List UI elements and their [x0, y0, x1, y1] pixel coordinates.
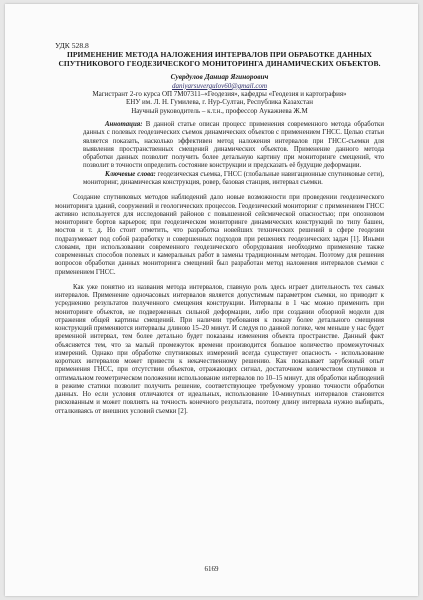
- abstract-label: Аннотация:: [105, 121, 143, 128]
- article-title: ПРИМЕНЕНИЕ МЕТОДА НАЛОЖЕНИЯ ИНТЕРВАЛОВ ПРИ ОБРАБОТКЕ ДАННЫХ СПУТНИКОВОГО ГЕОДЕЗИЧЕСКОГО МОНИТОРИНГА ДИНАМИЧЕСКИХ ОБЪЕКТОВ.: [58, 50, 381, 68]
- affiliation-line: Магистрант 2-го курса ОП 7М07311–«Геодезия», кафедры «Геодезия и картография»: [92, 89, 347, 98]
- abstract: [83, 121, 384, 171]
- keywords-label: Ключевые слова:: [105, 170, 156, 178]
- article-body: [55, 41, 384, 416]
- udk-code: УДК 528.8: [55, 41, 89, 50]
- body-paragraph: Создание спутниковых методов наблюдений дало новые возможности при проведении геодезического мониторинга зданий, сооружений и геологических процессов. Геодезический мониторинг с применением ГНСС активно используется для исследований районов с повышенной сейсмической опасностью; при опозновом мониторинге бортов карьеров; при геодезическом мониторинге динамических конструкций по типу башен, мостов и т. д. Но стоит отметить, что разработка новейших технических решений в сфере геодезии подразумевает под собой разработку и совершенных подходов при решениях геодезических задач [1]. Иными словами, при использовании современного геодезического оборудования необходимо применение также современных способов полевых и камеральных работ в замены традиционным методам. Поэтому для решения вопросов обработки данных мониторинга смещений был разработан метод наложения интервалов съемки с применением ГНСС.: [55, 194, 384, 276]
- affiliation-line: ЕНУ им. Л. Н. Гумилева, г. Нур-Султан, Республика Казахстан: [125, 98, 314, 107]
- keywords: [83, 171, 384, 188]
- document-page: [5, 4, 418, 596]
- body-paragraph: Как уже понятно из названия метода интервалов, главную роль здесь играет длительность тех самых интервалов. Применение одночасовых интервалов является допустимым параметром съемки, но приводит к усреднению результатов полученного смещения конструкции. Интервалы в 1 час можно применить при мониторинге объектов, не подверженных сильной деформации, либо при создании обзорной модели для отражения общей картины смещений. При наличии требования к показу более детального смещения конструкций применяются интервалы длиною 15–20 минут. И следуя по данной логике, чем меньше у нас будет временной интервал, тем более детально будет показаны изменения объекта пространстве. Данный факт объясняется тем, что за малый промежуток времени производится большое количество промежуточных измерений. Однако при обработке спутниковых измерений всегда существует опасность - использование коротких интервалов может привести к некачественному решению. Как показывает зарубежный опыт применения ГНСС, при отсутствии объектов, отражающих сигнал, достаточном количеством спутников и оптимальном геометрическом положении использование интервалов по 10–15 минут. для обработки наблюдений в режиме статики позволит получить решение, соответствующее требуемому уровню точности обработки данных. Но если условия отличаются от идеальных, использование 10-минутных интервалов становится рискованным и может повлиять на точность конечного результата, поэтому длину интервала нужно выбирать, отталкиваясь от внешних условий съемки [2].: [55, 283, 384, 415]
- page-number: 6169: [204, 565, 219, 573]
- author-email[interactable]: daniyarsuvergulov60@gmail.com: [171, 81, 268, 90]
- abstract-text: В данной статье описан процесс применения современного метода обработки данных с полевых геодезических съемок динамических объектов с применением ГНСС. Целью статьи является показать, насколько эффективен метод наложения интервалов при ГНСС-съемки для выявления пространственных смещений динамических объектов. Применение данного метода обработки данных позволит получить более детальную картину при мониторинге смещений, что позволит в точности определить состояние конструкции и предсказать её будущие деформации.: [83, 121, 384, 170]
- supervisor-line: Научный руководитель – к.т.н., профессор Аукажиева Ж.М: [131, 106, 308, 115]
- author-name: Суврдулов Даниар Ягинорович: [170, 72, 269, 82]
- keywords-text: геодезическая съемка, ГНСС (глобальные навигационные спутниковые сети), мониторинг, динамическая конструкция, ровер, базовая станция, интервал съемки.: [83, 170, 384, 187]
